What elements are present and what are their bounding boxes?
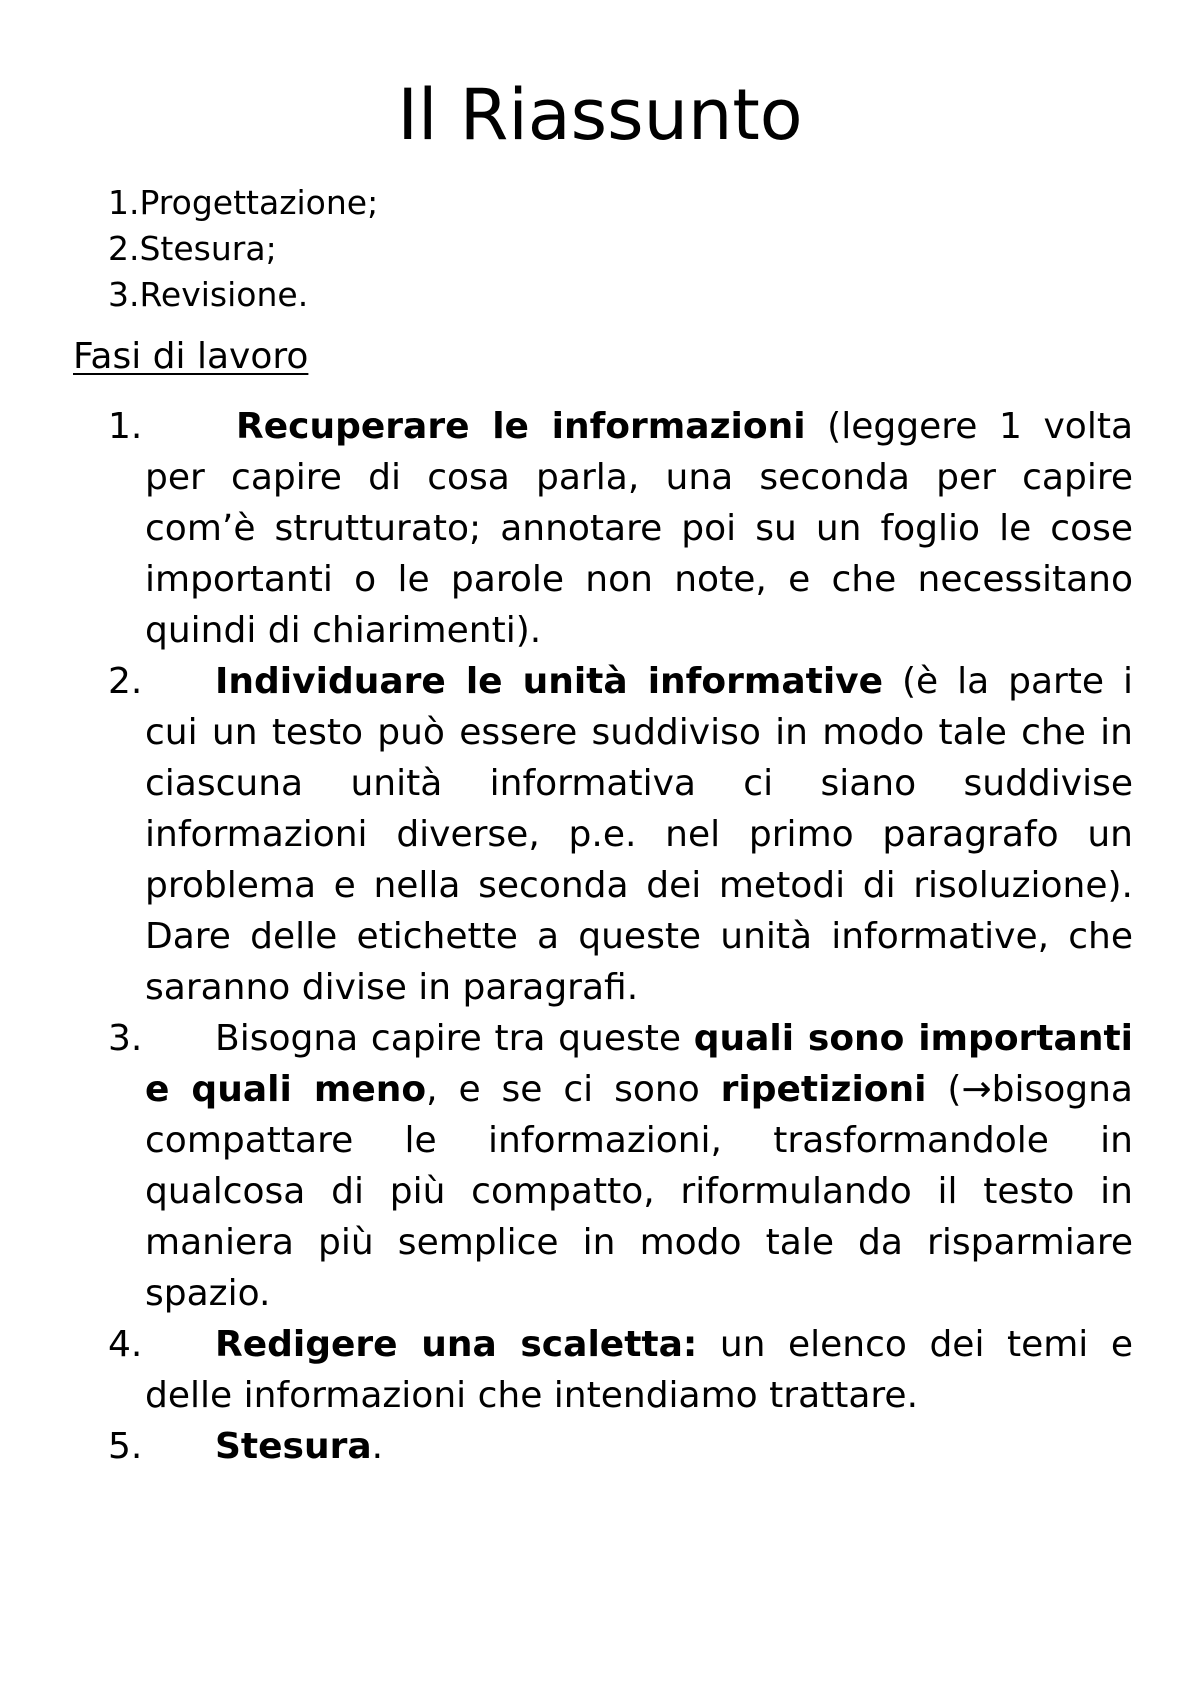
step-body	[145, 1319, 1133, 1421]
phase-item: 1.Progettazione;	[108, 183, 379, 222]
step-item	[108, 401, 1133, 656]
step-body	[145, 656, 1133, 1013]
step-body	[145, 1421, 1133, 1472]
step-body	[145, 401, 1133, 656]
step-text: (è la parte i cui un testo può essere suddiviso in modo tale che in ciascuna unità informativa ci siano suddivise informazioni diverse, p.e. nel primo paragrafo un problema e nella seconda dei metodi di risoluzione). Dare delle etichette a queste unità informative, che saranno divise in paragrafi.	[145, 661, 1133, 1008]
step-text: (→bisogna compattare le informazioni, trasformandole in qualcosa di più compatto, riformulando il testo in maniera più semplice in modo tale da risparmiare spazio.	[145, 1069, 1133, 1314]
step-body	[145, 1013, 1133, 1319]
steps-list	[108, 401, 1133, 1472]
step-text: , e se ci sono	[426, 1069, 721, 1110]
step-number: 2.	[108, 661, 143, 702]
step-text: un elenco dei temi e delle informazioni che intendiamo trattare.	[145, 1324, 1133, 1416]
step-text: Bisogna capire tra queste	[215, 1018, 694, 1059]
step-number: 5.	[108, 1426, 143, 1467]
step-item	[108, 1319, 1133, 1421]
step-text: .	[371, 1426, 384, 1467]
step-bold-text: ripetizioni	[720, 1069, 927, 1110]
step-item	[108, 1013, 1133, 1319]
step-item	[108, 656, 1133, 1013]
step-bold-text: quali sono importanti e quali meno	[145, 1018, 1133, 1110]
phases-list	[108, 180, 378, 318]
section-heading: Fasi di lavoro	[73, 336, 309, 377]
step-number: 3.	[108, 1018, 143, 1059]
phase-item: 2.Stesura;	[108, 229, 277, 268]
step-text: (leggere 1 volta per capire di cosa parla, una seconda per capire com’è strutturato; annotare poi su un foglio le cose importanti o le parole non note, e che necessitano quindi di chiarimenti).	[145, 406, 1134, 651]
step-bold-text: Recuperare le informazioni	[236, 406, 806, 447]
step-bold-text: Stesura	[215, 1426, 372, 1467]
step-bold-text: Individuare le unità informative	[215, 661, 884, 702]
phase-item: 3.Revisione.	[108, 275, 309, 314]
step-item	[108, 1421, 1133, 1472]
step-number: 1.	[108, 406, 143, 447]
step-bold-text: Redigere una scaletta:	[215, 1324, 698, 1365]
page-title: Il Riassunto	[397, 74, 803, 156]
step-number: 4.	[108, 1324, 143, 1365]
